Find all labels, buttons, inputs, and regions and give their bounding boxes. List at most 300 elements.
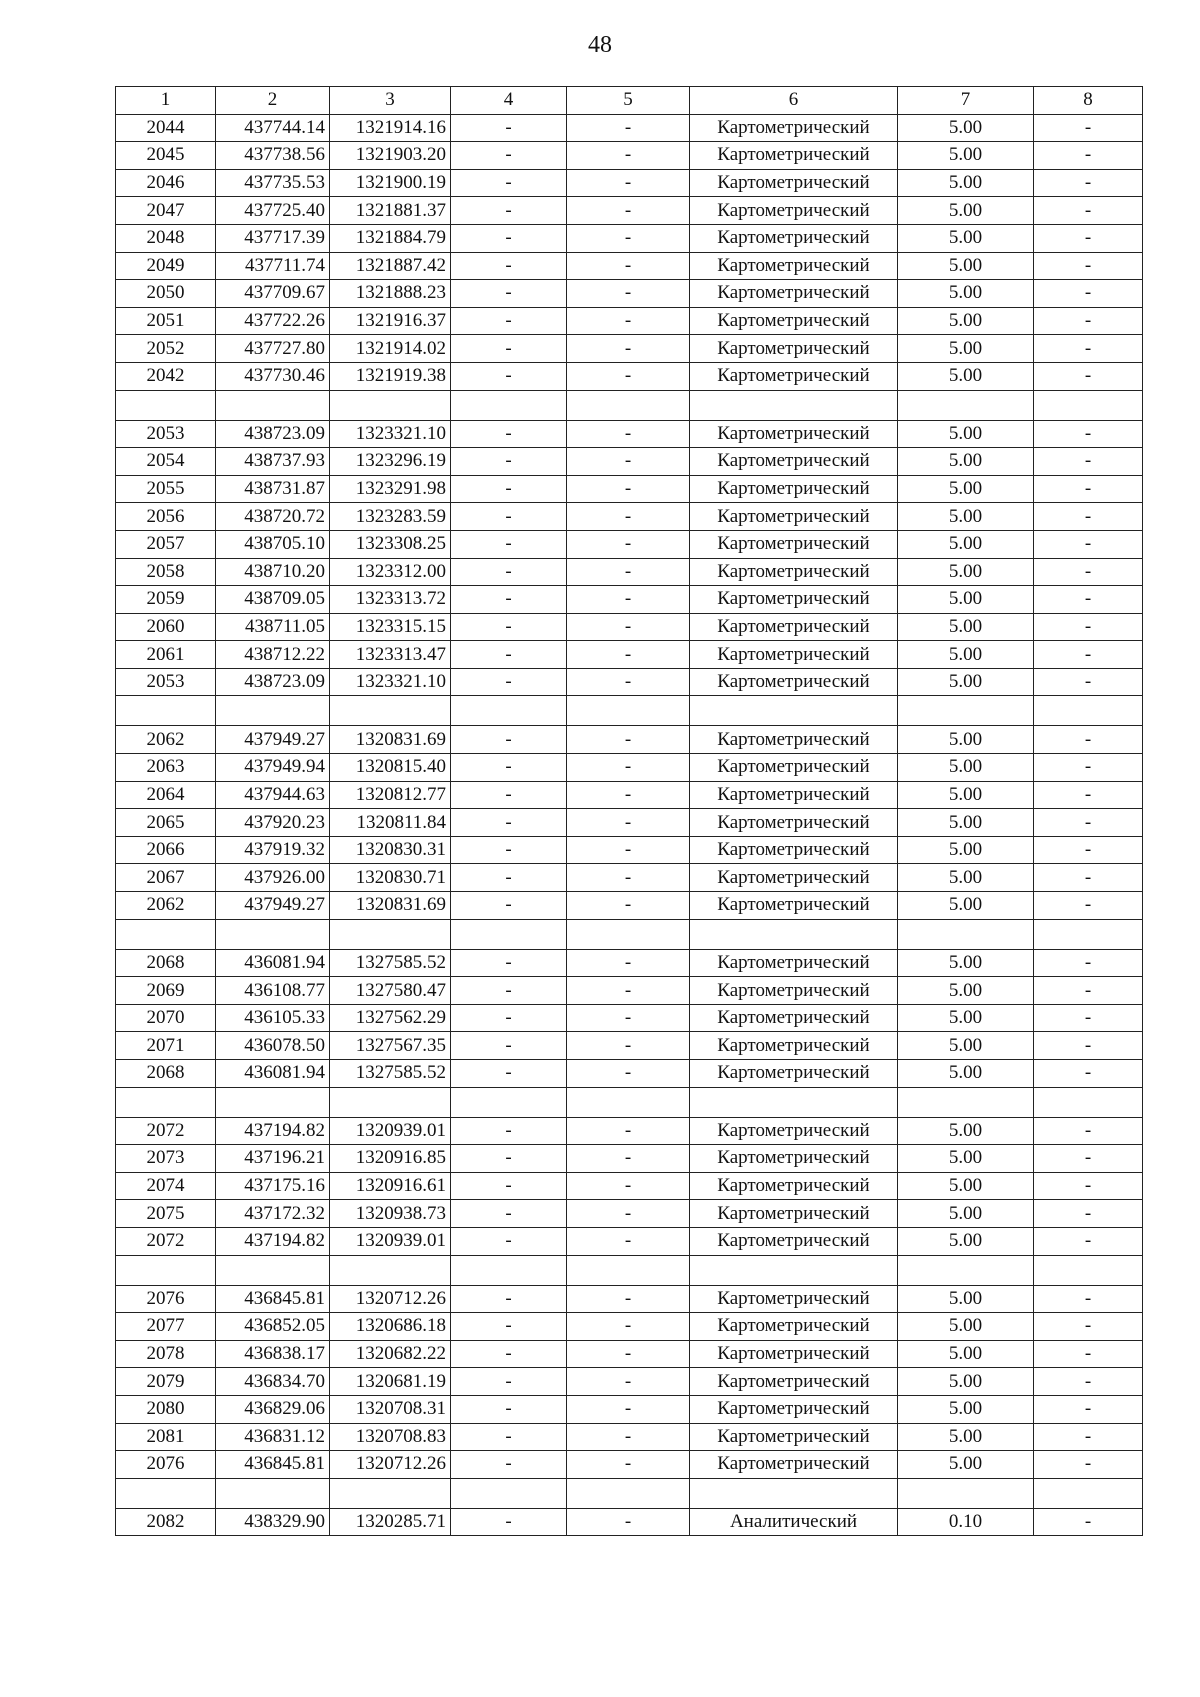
accuracy-cell: 5.00 [898,558,1034,586]
col-5-cell: - [567,1508,690,1536]
point-number-cell: 2068 [116,1060,216,1088]
col-5-cell [567,390,690,420]
point-number-cell: 2072 [116,1117,216,1145]
col-8-cell: - [1034,892,1143,920]
coord-y-cell: 1320830.71 [330,864,451,892]
method-cell: Картометрический [690,224,898,252]
coord-y-cell: 1320708.83 [330,1423,451,1451]
point-number-cell: 2080 [116,1395,216,1423]
coord-y-cell: 1320939.01 [330,1117,451,1145]
coord-y-cell: 1320712.26 [330,1285,451,1313]
accuracy-cell: 5.00 [898,726,1034,754]
col-4-cell: - [451,809,567,837]
accuracy-cell [898,696,1034,726]
col-5-cell: - [567,1395,690,1423]
separator-row [116,1087,1143,1117]
point-number-cell: 2042 [116,362,216,390]
accuracy-cell [898,919,1034,949]
separator-row [116,1255,1143,1285]
coord-x-cell: 438723.09 [216,668,330,696]
coord-x-cell [216,1087,330,1117]
coord-x-cell: 437722.26 [216,307,330,335]
accuracy-cell: 5.00 [898,836,1034,864]
accuracy-cell: 5.00 [898,1395,1034,1423]
col-8-cell [1034,1087,1143,1117]
col-8-cell: - [1034,169,1143,197]
coord-y-cell [330,696,451,726]
coord-y-cell [330,390,451,420]
coord-x-cell: 437949.94 [216,754,330,782]
table-body [116,114,1143,1536]
accuracy-cell: 5.00 [898,892,1034,920]
point-number-cell: 2073 [116,1145,216,1173]
col-5-cell: - [567,1172,690,1200]
table-row [116,864,1143,892]
coord-y-cell: 1327580.47 [330,977,451,1005]
accuracy-cell: 5.00 [898,142,1034,170]
point-number-cell: 2053 [116,420,216,448]
header-cell-4: 4 [451,87,567,115]
header-cell-1: 1 [116,87,216,115]
table-row [116,781,1143,809]
accuracy-cell: 5.00 [898,420,1034,448]
coord-y-cell: 1321914.16 [330,114,451,142]
col-4-cell: - [451,1285,567,1313]
table-row [116,586,1143,614]
accuracy-cell: 5.00 [898,809,1034,837]
coordinates-table [115,86,1143,1536]
coord-y-cell: 1320686.18 [330,1313,451,1341]
accuracy-cell: 5.00 [898,641,1034,669]
table-row [116,448,1143,476]
table-row [116,503,1143,531]
col-5-cell [567,1478,690,1508]
table-row [116,949,1143,977]
point-number-cell: 2075 [116,1200,216,1228]
table-row [116,1313,1143,1341]
method-cell: Картометрический [690,754,898,782]
col-8-cell: - [1034,197,1143,225]
col-5-cell [567,919,690,949]
col-4-cell [451,1087,567,1117]
accuracy-cell: 5.00 [898,1117,1034,1145]
coord-x-cell: 437919.32 [216,836,330,864]
coord-y-cell: 1327567.35 [330,1032,451,1060]
col-4-cell: - [451,197,567,225]
coord-y-cell [330,919,451,949]
method-cell: Картометрический [690,1423,898,1451]
accuracy-cell: 5.00 [898,252,1034,280]
method-cell: Картометрический [690,864,898,892]
separator-row [116,696,1143,726]
table-row [116,1117,1143,1145]
page-number: 48 [588,32,612,58]
col-8-cell: - [1034,558,1143,586]
method-cell: Картометрический [690,781,898,809]
coord-y-cell: 1323312.00 [330,558,451,586]
point-number-cell: 2076 [116,1285,216,1313]
col-8-cell: - [1034,781,1143,809]
separator-row [116,919,1143,949]
coord-x-cell: 437172.32 [216,1200,330,1228]
coord-x-cell: 438720.72 [216,503,330,531]
coord-y-cell: 1320815.40 [330,754,451,782]
method-cell: Картометрический [690,641,898,669]
point-number-cell: 2079 [116,1368,216,1396]
coord-y-cell: 1323321.10 [330,668,451,696]
point-number-cell: 2052 [116,335,216,363]
method-cell: Картометрический [690,1451,898,1479]
accuracy-cell: 5.00 [898,1004,1034,1032]
point-number-cell [116,1478,216,1508]
coord-y-cell: 1323296.19 [330,448,451,476]
point-number-cell: 2060 [116,613,216,641]
table-row [116,809,1143,837]
coord-y-cell: 1320916.61 [330,1172,451,1200]
coord-y-cell: 1320712.26 [330,1451,451,1479]
coord-y-cell: 1323308.25 [330,530,451,558]
col-4-cell: - [451,142,567,170]
coord-x-cell: 438710.20 [216,558,330,586]
point-number-cell: 2062 [116,726,216,754]
accuracy-cell: 5.00 [898,668,1034,696]
accuracy-cell [898,1478,1034,1508]
col-5-cell: - [567,836,690,864]
coord-y-cell: 1323321.10 [330,420,451,448]
table-row [116,362,1143,390]
accuracy-cell: 5.00 [898,307,1034,335]
table-row [116,1340,1143,1368]
method-cell: Картометрический [690,1004,898,1032]
coord-x-cell: 437920.23 [216,809,330,837]
coord-y-cell: 1321888.23 [330,280,451,308]
col-4-cell: - [451,558,567,586]
col-8-cell: - [1034,1313,1143,1341]
point-number-cell: 2066 [116,836,216,864]
col-5-cell: - [567,1117,690,1145]
col-5-cell: - [567,1227,690,1255]
point-number-cell [116,1087,216,1117]
point-number-cell: 2050 [116,280,216,308]
accuracy-cell: 5.00 [898,1340,1034,1368]
coord-y-cell: 1320285.71 [330,1508,451,1536]
col-5-cell: - [567,864,690,892]
col-4-cell: - [451,530,567,558]
col-8-cell: - [1034,1172,1143,1200]
header-cell-6: 6 [690,87,898,115]
coord-x-cell: 436078.50 [216,1032,330,1060]
coord-y-cell: 1321903.20 [330,142,451,170]
col-5-cell: - [567,949,690,977]
table-row [116,1172,1143,1200]
col-5-cell: - [567,252,690,280]
point-number-cell: 2045 [116,142,216,170]
col-8-cell: - [1034,530,1143,558]
method-cell: Картометрический [690,892,898,920]
col-8-cell: - [1034,1368,1143,1396]
col-4-cell: - [451,420,567,448]
coord-x-cell: 437175.16 [216,1172,330,1200]
col-5-cell [567,1087,690,1117]
coord-y-cell: 1320916.85 [330,1145,451,1173]
col-4-cell: - [451,1200,567,1228]
point-number-cell: 2058 [116,558,216,586]
accuracy-cell: 5.00 [898,530,1034,558]
col-8-cell: - [1034,114,1143,142]
col-8-cell: - [1034,836,1143,864]
col-4-cell: - [451,1060,567,1088]
method-cell: Картометрический [690,530,898,558]
coord-y-cell [330,1087,451,1117]
col-8-cell: - [1034,1508,1143,1536]
col-5-cell: - [567,726,690,754]
coord-x-cell: 438723.09 [216,420,330,448]
col-8-cell: - [1034,362,1143,390]
coord-y-cell: 1320681.19 [330,1368,451,1396]
col-8-cell: - [1034,420,1143,448]
col-4-cell: - [451,169,567,197]
coord-x-cell: 437194.82 [216,1117,330,1145]
coord-y-cell: 1320938.73 [330,1200,451,1228]
col-8-cell [1034,919,1143,949]
point-number-cell: 2068 [116,949,216,977]
table-row [116,1395,1143,1423]
col-4-cell: - [451,726,567,754]
col-5-cell: - [567,668,690,696]
table-row [116,641,1143,669]
method-cell: Картометрический [690,558,898,586]
col-5-cell: - [567,142,690,170]
coord-x-cell: 437717.39 [216,224,330,252]
col-4-cell: - [451,362,567,390]
point-number-cell: 2077 [116,1313,216,1341]
col-8-cell: - [1034,224,1143,252]
col-4-cell: - [451,1227,567,1255]
col-8-cell [1034,1478,1143,1508]
method-cell [690,1087,898,1117]
method-cell: Картометрический [690,114,898,142]
col-5-cell: - [567,114,690,142]
col-4-cell: - [451,335,567,363]
col-5-cell: - [567,1285,690,1313]
coord-y-cell: 1327585.52 [330,949,451,977]
coord-x-cell: 438731.87 [216,475,330,503]
point-number-cell: 2076 [116,1451,216,1479]
coord-x-cell: 437926.00 [216,864,330,892]
method-cell: Картометрический [690,503,898,531]
col-8-cell: - [1034,1395,1143,1423]
table-row [116,1368,1143,1396]
coord-x-cell: 436108.77 [216,977,330,1005]
col-8-cell: - [1034,1032,1143,1060]
point-number-cell: 2071 [116,1032,216,1060]
coord-y-cell: 1323313.47 [330,641,451,669]
col-4-cell: - [451,668,567,696]
point-number-cell: 2067 [116,864,216,892]
col-4-cell: - [451,864,567,892]
col-5-cell: - [567,1451,690,1479]
col-4-cell: - [451,949,567,977]
table-row [116,558,1143,586]
method-cell: Картометрический [690,252,898,280]
col-8-cell: - [1034,1227,1143,1255]
point-number-cell: 2069 [116,977,216,1005]
header-row [116,87,1143,115]
col-5-cell: - [567,558,690,586]
coord-x-cell: 437194.82 [216,1227,330,1255]
point-number-cell: 2061 [116,641,216,669]
point-number-cell: 2053 [116,668,216,696]
accuracy-cell: 5.00 [898,1285,1034,1313]
col-4-cell: - [451,781,567,809]
method-cell: Картометрический [690,420,898,448]
col-5-cell: - [567,280,690,308]
col-4-cell: - [451,586,567,614]
col-4-cell: - [451,252,567,280]
point-number-cell: 2044 [116,114,216,142]
method-cell: Картометрический [690,1368,898,1396]
table-row [116,1227,1143,1255]
coord-x-cell: 438705.10 [216,530,330,558]
coord-x-cell: 437735.53 [216,169,330,197]
col-4-cell [451,1255,567,1285]
method-cell: Картометрический [690,1032,898,1060]
col-5-cell: - [567,503,690,531]
table-row [116,1508,1143,1536]
col-4-cell: - [451,1032,567,1060]
col-5-cell: - [567,1004,690,1032]
accuracy-cell: 5.00 [898,1060,1034,1088]
table-row [116,726,1143,754]
col-5-cell: - [567,1423,690,1451]
accuracy-cell: 5.00 [898,1423,1034,1451]
coord-y-cell: 1321884.79 [330,224,451,252]
col-5-cell: - [567,754,690,782]
col-5-cell: - [567,1340,690,1368]
method-cell: Картометрический [690,949,898,977]
coord-x-cell: 436845.81 [216,1285,330,1313]
method-cell: Картометрический [690,586,898,614]
accuracy-cell: 5.00 [898,1451,1034,1479]
col-8-cell: - [1034,613,1143,641]
point-number-cell [116,1255,216,1285]
col-8-cell: - [1034,1200,1143,1228]
header-cell-8: 8 [1034,87,1143,115]
method-cell: Картометрический [690,726,898,754]
accuracy-cell: 5.00 [898,1200,1034,1228]
col-4-cell: - [451,1004,567,1032]
method-cell: Картометрический [690,1145,898,1173]
coord-y-cell: 1323313.72 [330,586,451,614]
col-8-cell: - [1034,1285,1143,1313]
coord-y-cell [330,1255,451,1285]
method-cell: Картометрический [690,335,898,363]
coord-x-cell: 438712.22 [216,641,330,669]
method-cell: Картометрический [690,307,898,335]
method-cell: Картометрический [690,1060,898,1088]
col-4-cell [451,390,567,420]
coord-x-cell: 436852.05 [216,1313,330,1341]
col-8-cell: - [1034,335,1143,363]
method-cell: Картометрический [690,668,898,696]
point-number-cell [116,390,216,420]
coord-y-cell: 1323283.59 [330,503,451,531]
col-5-cell: - [567,1060,690,1088]
col-4-cell: - [451,224,567,252]
col-4-cell: - [451,892,567,920]
coord-x-cell [216,919,330,949]
table-row [116,1200,1143,1228]
accuracy-cell: 5.00 [898,1368,1034,1396]
table-row [116,668,1143,696]
point-number-cell: 2078 [116,1340,216,1368]
method-cell: Картометрический [690,1200,898,1228]
accuracy-cell: 5.00 [898,475,1034,503]
col-4-cell: - [451,1340,567,1368]
col-5-cell: - [567,1313,690,1341]
col-5-cell: - [567,362,690,390]
method-cell: Картометрический [690,280,898,308]
col-5-cell: - [567,448,690,476]
table-row [116,1060,1143,1088]
coord-x-cell: 437944.63 [216,781,330,809]
coord-y-cell: 1320708.31 [330,1395,451,1423]
coord-y-cell: 1321887.42 [330,252,451,280]
method-cell [690,1478,898,1508]
coord-x-cell: 436845.81 [216,1451,330,1479]
table-row [116,530,1143,558]
coord-y-cell: 1321916.37 [330,307,451,335]
accuracy-cell: 5.00 [898,224,1034,252]
col-8-cell: - [1034,142,1143,170]
accuracy-cell: 5.00 [898,1032,1034,1060]
accuracy-cell [898,1087,1034,1117]
point-number-cell: 2056 [116,503,216,531]
accuracy-cell: 5.00 [898,1172,1034,1200]
point-number-cell: 2048 [116,224,216,252]
separator-row [116,1478,1143,1508]
col-8-cell: - [1034,1340,1143,1368]
col-8-cell: - [1034,475,1143,503]
col-4-cell: - [451,1508,567,1536]
col-8-cell: - [1034,754,1143,782]
point-number-cell: 2059 [116,586,216,614]
point-number-cell: 2064 [116,781,216,809]
accuracy-cell: 5.00 [898,949,1034,977]
table-row [116,613,1143,641]
table-row [116,1004,1143,1032]
col-4-cell: - [451,475,567,503]
coord-x-cell: 437738.56 [216,142,330,170]
method-cell: Картометрический [690,1285,898,1313]
method-cell: Картометрический [690,613,898,641]
col-5-cell: - [567,613,690,641]
table-row [116,197,1143,225]
col-4-cell: - [451,1313,567,1341]
accuracy-cell: 5.00 [898,503,1034,531]
method-cell: Картометрический [690,142,898,170]
coord-x-cell: 437744.14 [216,114,330,142]
table-row [116,475,1143,503]
method-cell: Аналитический [690,1508,898,1536]
table-row [116,892,1143,920]
point-number-cell: 2057 [116,530,216,558]
coord-x-cell: 436838.17 [216,1340,330,1368]
col-5-cell: - [567,1200,690,1228]
table-row [116,977,1143,1005]
col-5-cell: - [567,586,690,614]
accuracy-cell: 5.00 [898,197,1034,225]
